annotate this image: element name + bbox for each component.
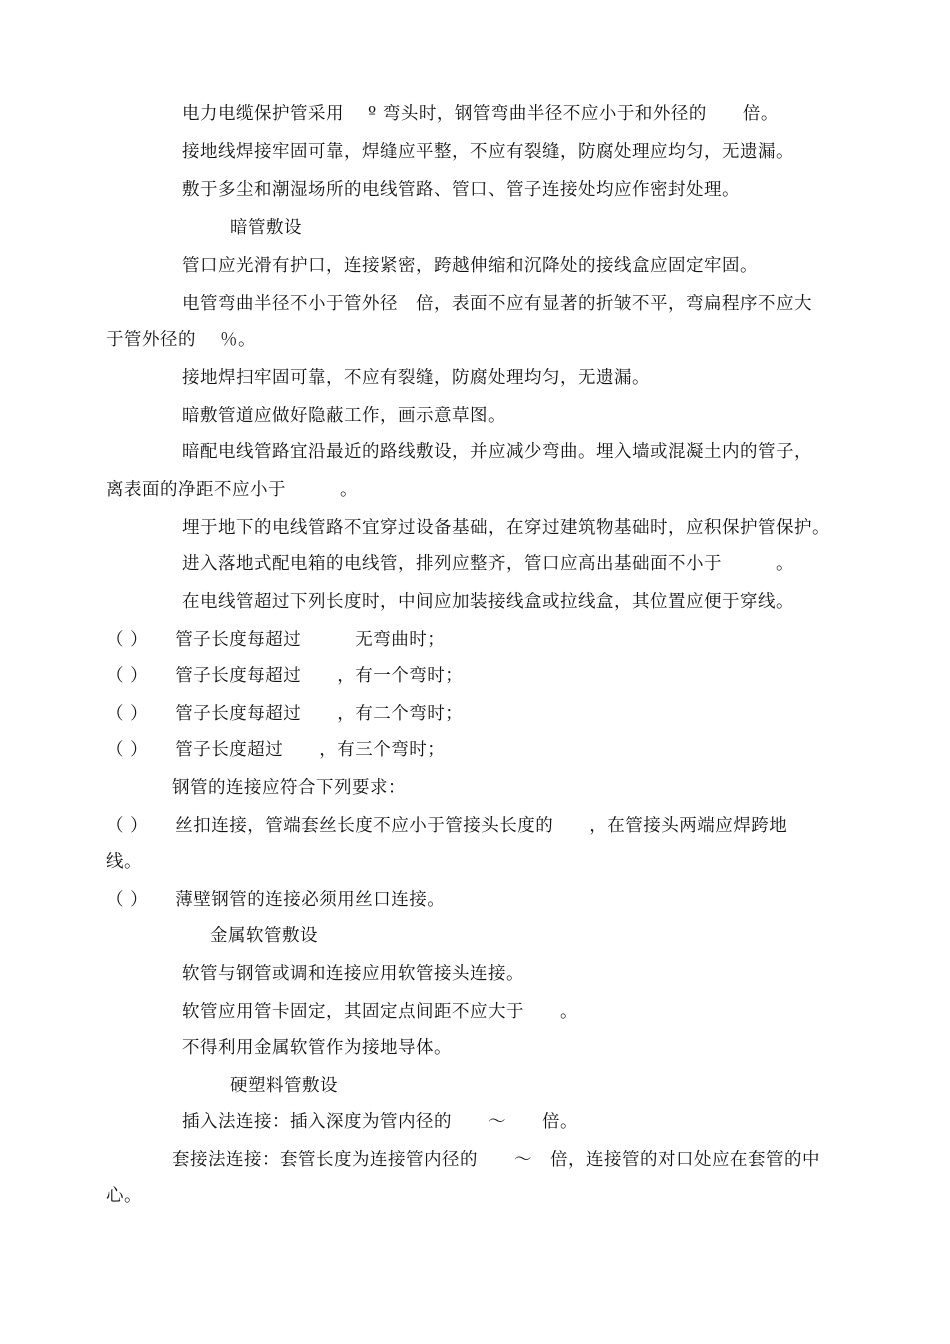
text-line: 软管应用管卡固定，其固定点间距不应大于 。: [182, 1002, 578, 1022]
text-line: 离表面的净距不应小于 。: [106, 480, 358, 500]
text-line: 心。: [106, 1186, 142, 1206]
text-line: 线。: [106, 852, 142, 872]
text-line: 接地焊扫牢固可靠，不应有裂缝，防腐处理均匀，无遗漏。: [182, 368, 650, 388]
text-line: 电力电缆保护管采用 º 弯头时，钢管弯曲半径不应小于和外径的 倍。: [182, 104, 779, 124]
text-line: 软管与钢管或调和连接应用软管接头连接。: [182, 964, 524, 984]
text-line: 管口应光滑有护口，连接紧密，跨越伸缩和沉降处的接线盒应固定牢固。: [182, 256, 758, 276]
list-item: （ ） 管子长度每超过 ，有二个弯时；: [106, 704, 464, 724]
text-line: 在电线管超过下列长度时，中间应加装接线盒或拉线盒，其位置应便于穿线。: [182, 592, 794, 612]
section-heading: 金属软管敷设: [210, 926, 318, 946]
text-line: 进入落地式配电箱的电线管，排列应整齐，管口应高出基础面不小于 。: [182, 554, 794, 574]
text-line: 接地线焊接牢固可靠，焊缝应平整，不应有裂缝，防腐处理应均匀，无遗漏。: [182, 142, 794, 162]
text-line: 套接法连接：套管长度为连接管内径的 ～ 倍，连接管的对口处应在套管的中: [172, 1150, 820, 1170]
section-heading: 硬塑料管敷设: [230, 1076, 338, 1096]
list-item: （ ） 管子长度超过 ，有三个弯时；: [106, 740, 446, 760]
text-line: 于管外径的 ％。: [106, 330, 257, 350]
text-line: 埋于地下的电线管路不宜穿过设备基础，在穿过建筑物基础时，应积保护管保护。: [182, 518, 830, 538]
text-line: 插入法连接：插入深度为管内径的 ～ 倍。: [182, 1112, 578, 1132]
text-line: 暗敷管道应做好隐蔽工作，画示意草图。: [182, 406, 506, 426]
text-line: 电管弯曲半径不小于管外径 倍，表面不应有显著的折皱不平，弯扁程序不应大: [182, 294, 812, 314]
text-line: 钢管的连接应符合下列要求：: [172, 778, 406, 798]
text-line: 不得利用金属软管作为接地导体。: [182, 1038, 452, 1058]
section-heading: 暗管敷设: [230, 218, 302, 238]
list-item: （ ） 丝扣连接，管端套丝长度不应小于管接头长度的 ，在管接头两端应焊跨地: [106, 816, 788, 836]
list-item: （ ） 管子长度每超过 无弯曲时；: [106, 630, 446, 650]
list-item: （ ） 管子长度每超过 ，有一个弯时；: [106, 666, 464, 686]
list-item: （ ） 薄壁钢管的连接必须用丝口连接。: [106, 890, 446, 910]
text-line: 敷于多尘和潮湿场所的电线管路、管口、管子连接处均应作密封处理。: [182, 180, 740, 200]
text-line: 暗配电线管路宜沿最近的路线敷设，并应减少弯曲。埋入墙或混凝土内的管子，: [182, 442, 812, 462]
